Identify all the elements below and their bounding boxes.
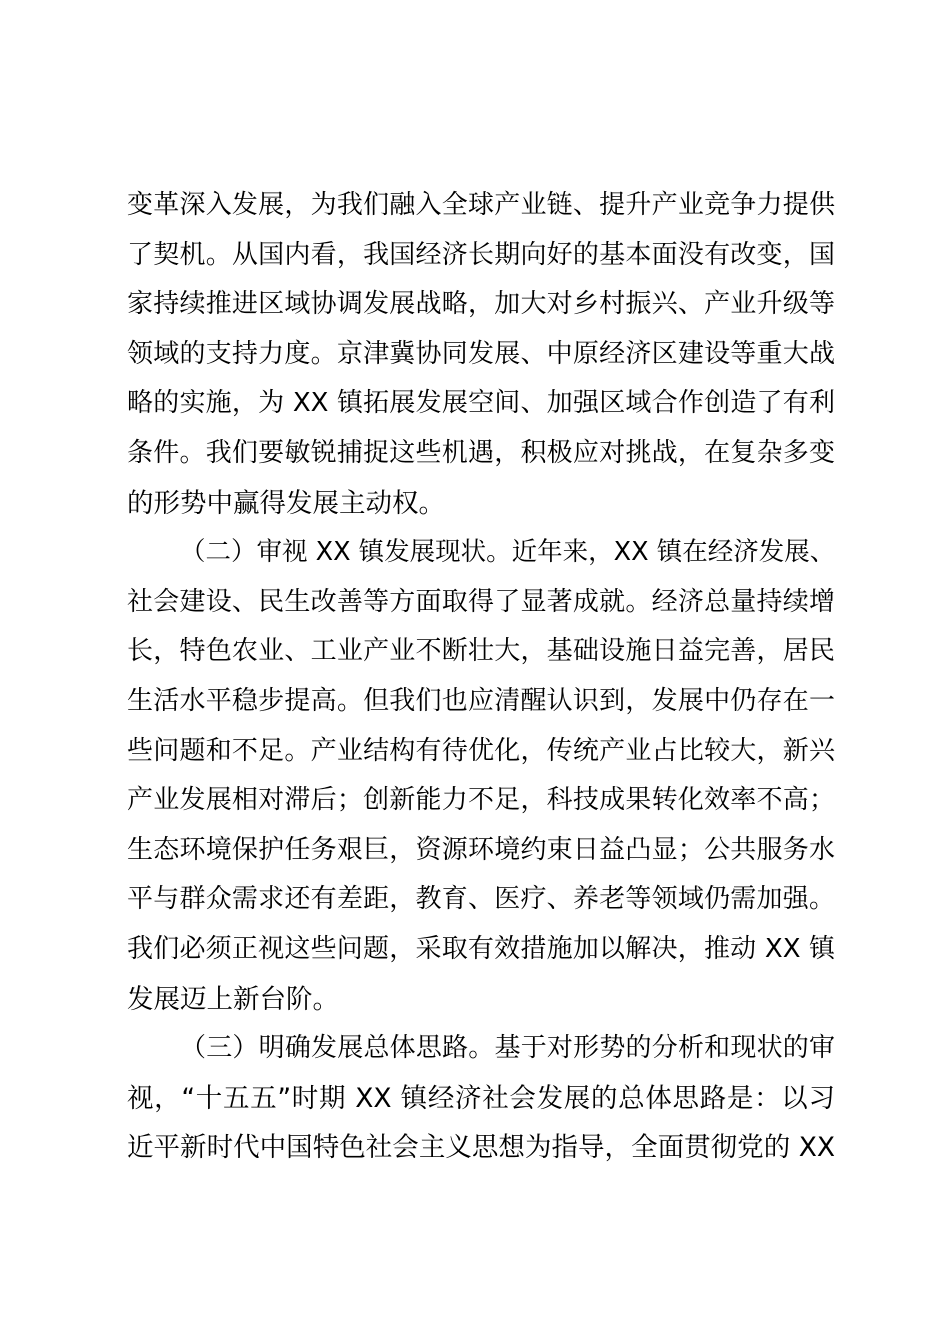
text-line: （二）审视 XX 镇发展现状。近年来，XX 镇在经济发展、 [180,537,836,568]
text-line: 视，“十五五”时期 XX 镇经济社会发展的总体思路是：以习 [127,1082,835,1114]
text-line: 发展迈上新台阶。 [127,983,339,1015]
text-line: 生态环境保护任务艰巨，资源环境约束日益凸显；公共服务水 [127,834,835,865]
text-line: 我们必须正视这些问题，采取有效措施加以解决，推动 XX 镇 [127,933,835,964]
text-line: 略的实施，为 XX 镇拓展发展空间、加强区域合作创造了有利 [127,388,835,419]
text-line: 家持续推进区域协调发展战略，加大对乡村振兴、产业升级等 [127,289,835,320]
text-line: 领域的支持力度。京津冀协同发展、中原经济区建设等重大战 [127,338,835,369]
body-text [127,181,835,1173]
text-line: 平与群众需求还有差距，教育、医疗、养老等领域仍需加强。 [127,884,835,915]
text-line: 变革深入发展，为我们融入全球产业链、提升产业竞争力提供 [127,190,835,220]
text-line: 了契机。从国内看，我国经济长期向好的基本面没有改变，国 [127,239,835,270]
text-line: 些问题和不足。产业结构有待优化，传统产业占比较大，新兴 [127,735,835,766]
text-line: 产业发展相对滞后；创新能力不足，科技成果转化效率不高； [127,785,835,816]
text-line: 长，特色农业、工业产业不断壮大，基础设施日益完善，居民 [127,636,835,667]
text-line: （三）明确发展总体思路。基于对形势的分析和现状的审 [180,1033,835,1064]
text-line: 生活水平稳步提高。但我们也应清醒认识到，发展中仍存在一 [127,685,835,716]
text-line: 的形势中赢得发展主动权。 [127,487,445,519]
text-line: 社会建设、民生改善等方面取得了显著成就。经济总量持续增 [127,586,835,617]
text-line: 条件。我们要敏锐捕捉这些机遇，积极应对挑战，在复杂多变 [127,437,835,468]
text-line: 近平新时代中国特色社会主义思想为指导，全面贯彻党的 XX [127,1132,835,1164]
